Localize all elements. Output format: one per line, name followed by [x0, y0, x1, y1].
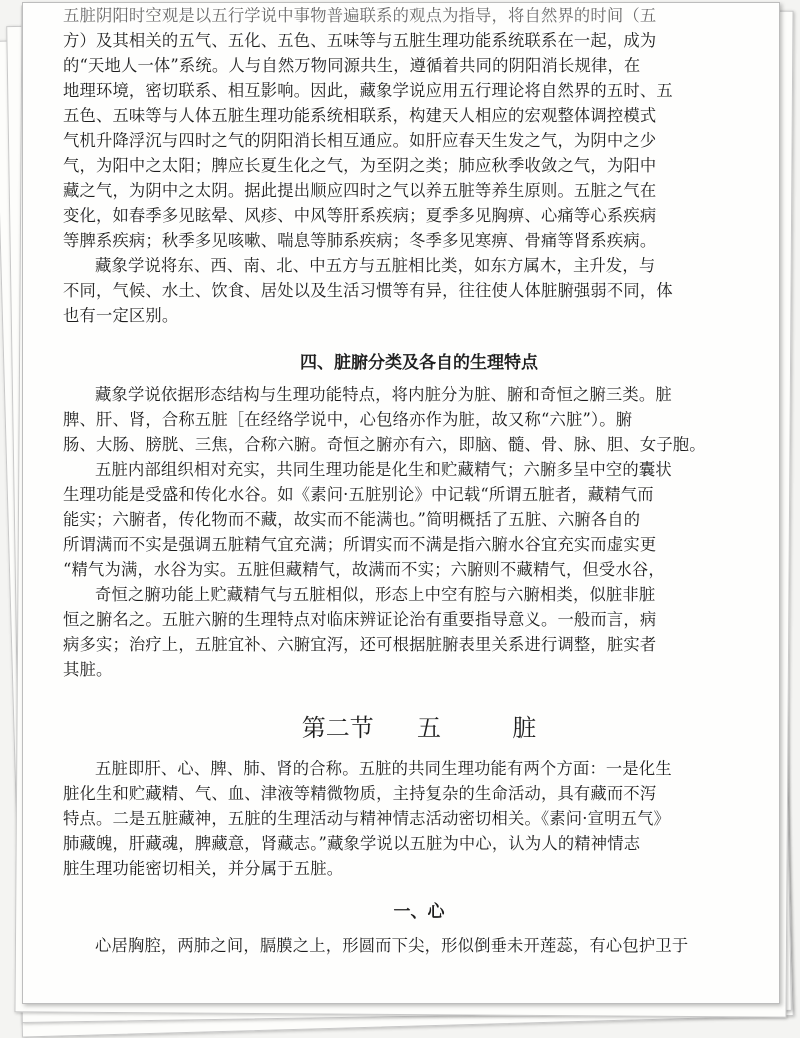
- text-line: 五色、五味等与人体五脏生理功能系统相联系，构建天人相应的宏观整体调控模式: [63, 106, 657, 125]
- paragraph-extraordinary-fu: [63, 582, 775, 682]
- page-text-body: [63, 3, 775, 958]
- text-line: 变化，如春季多见眩晕、风疹、中风等肝系疾病；夏季多见胸痹、心痛等心系疾病: [63, 206, 657, 225]
- text-line: 心居胸腔，两肺之间，膈膜之上，形圆而下尖，形似倒垂未开莲蕊，有心包护卫于: [95, 936, 689, 955]
- text-line: 藏象学说将东、西、南、北、中五方与五脏相比类，如东方属木，主升发，与: [95, 256, 656, 275]
- text-line: 能实；六腑者，传化物而不藏，故实而不能满也。”简明概括了五脏、六腑各自的: [63, 510, 641, 529]
- text-line: 五脏即肝、心、脾、肺、肾的合称。五脏的共同生理功能有两个方面：一是化生: [95, 759, 672, 778]
- section-title-char: 脏: [512, 714, 537, 742]
- text-line: 五脏内部组织相对充实，共同生理功能是化生和贮藏精气；六腑多呈中空的囊状: [95, 460, 672, 479]
- section-title-five-zang: [63, 708, 775, 748]
- paragraph-zang-fu-functions: [63, 457, 775, 582]
- paragraph-five-directions: [63, 253, 775, 328]
- section-heading-zangfu-classification: 四、脏腑分类及各自的生理特点: [300, 353, 538, 373]
- text-line: 所谓满而不实是强调五脏精气宜充满；所谓实而不满是指六腑水谷宜充实而虚实更: [63, 535, 657, 554]
- text-line: 肠、大肠、膀胱、三焦，合称六腑。奇恒之腑亦有六，即脑、髓、骨、脉、胆、女子胞。: [63, 435, 706, 454]
- text-line: 奇恒之腑功能上贮藏精气与五脏相似，形态上中空有腔与六腑相类，似脏非脏: [95, 585, 656, 604]
- text-line: 病多实；治疗上，五脏宜补、六腑宜泻，还可根据脏腑表里关系进行调整，脏实者: [63, 635, 657, 654]
- paragraph-five-zang-overview: [63, 756, 775, 881]
- text-line: 五脏阴阳时空观是以五行学说中事物普遍联系的观点为指导，将自然界的时间（五: [63, 6, 657, 25]
- book-page: [22, 2, 780, 1004]
- text-line: 方）及其相关的五气、五化、五色、五味等与五脏生理功能系统联系在一起，成为: [63, 31, 657, 50]
- text-line: 地理环境，密切联系、相互影响。因此，藏象学说应用五行理论将自然界的五时、五: [63, 81, 673, 100]
- text-line: 等脾系疾病；秋季多见咳嗽、喘息等肺系疾病；冬季多见寒痹、骨痛等肾系疾病。: [63, 231, 657, 250]
- text-line: 藏之气，为阴中之太阴。据此提出顺应四时之气以养五脏等养生原则。五脏之气在: [63, 181, 657, 200]
- text-line: 脾、肝、肾，合称五脏［在经络学说中，心包络亦作为脏，故又称“六脏”）。腑: [63, 410, 633, 429]
- text-line: 也有一定区别。: [63, 306, 179, 325]
- text-line: 气，为阳中之太阳；脾应长夏生化之气，为至阴之类；肺应秋季收敛之气，为阳中: [63, 156, 657, 175]
- text-line: 藏象学说依据形态结构与生理功能特点，将内脏分为脏、腑和奇恒之腑三类。脏: [95, 385, 672, 404]
- text-line: “精气为满，水谷为实。五脏但藏精气，故满而不实；六腑则不藏精气，但受水谷，: [63, 560, 665, 579]
- paragraph-zangfu-classes: [63, 382, 775, 457]
- text-line: 脏生理功能密切相关，并分属于五脏。: [63, 859, 344, 878]
- text-line: 脏化生和贮藏精、气、血、津液等精微物质，主持复杂的生命活动，具有藏而不泻: [63, 784, 657, 803]
- text-line: 肺藏魄，肝藏魂，脾藏意，肾藏志。”藏象学说以五脏为中心，认为人的精神情志: [63, 834, 641, 853]
- text-line: 恒之腑名之。五脏六腑的生理特点对临床辨证论治有重要指导意义。一般而言，病: [63, 610, 657, 629]
- section-number: 第二节: [301, 714, 374, 742]
- subheading-heart: 一、心: [393, 902, 445, 922]
- text-line: 生理功能是受盛和传化水谷。如《素问·五脏别论》中记载“所谓五脏者，藏精气而: [63, 485, 654, 504]
- paragraph-heart: [63, 933, 775, 958]
- text-line: 的“天地人一体”系统。人与自然万物同源共生，遵循着共同的阴阳消长规律，在: [63, 56, 641, 75]
- text-line: 不同，气候、水土、饮食、居处以及生活习惯等有异，往往使人体脏腑强弱不同，体: [63, 281, 673, 300]
- text-line: 特点。二是五脏藏神，五脏的生理活动与精神情志活动密切相关。《素问·宣明五气》: [63, 809, 671, 828]
- text-line: 气机升降浮沉与四时之气的阴阳消长相互通应。如肝应春天生发之气，为阴中之少: [63, 131, 657, 150]
- text-line: 其脏。: [63, 660, 113, 679]
- section-title-char: 五: [417, 714, 441, 742]
- paragraph-five-zang-time-space: [63, 3, 775, 253]
